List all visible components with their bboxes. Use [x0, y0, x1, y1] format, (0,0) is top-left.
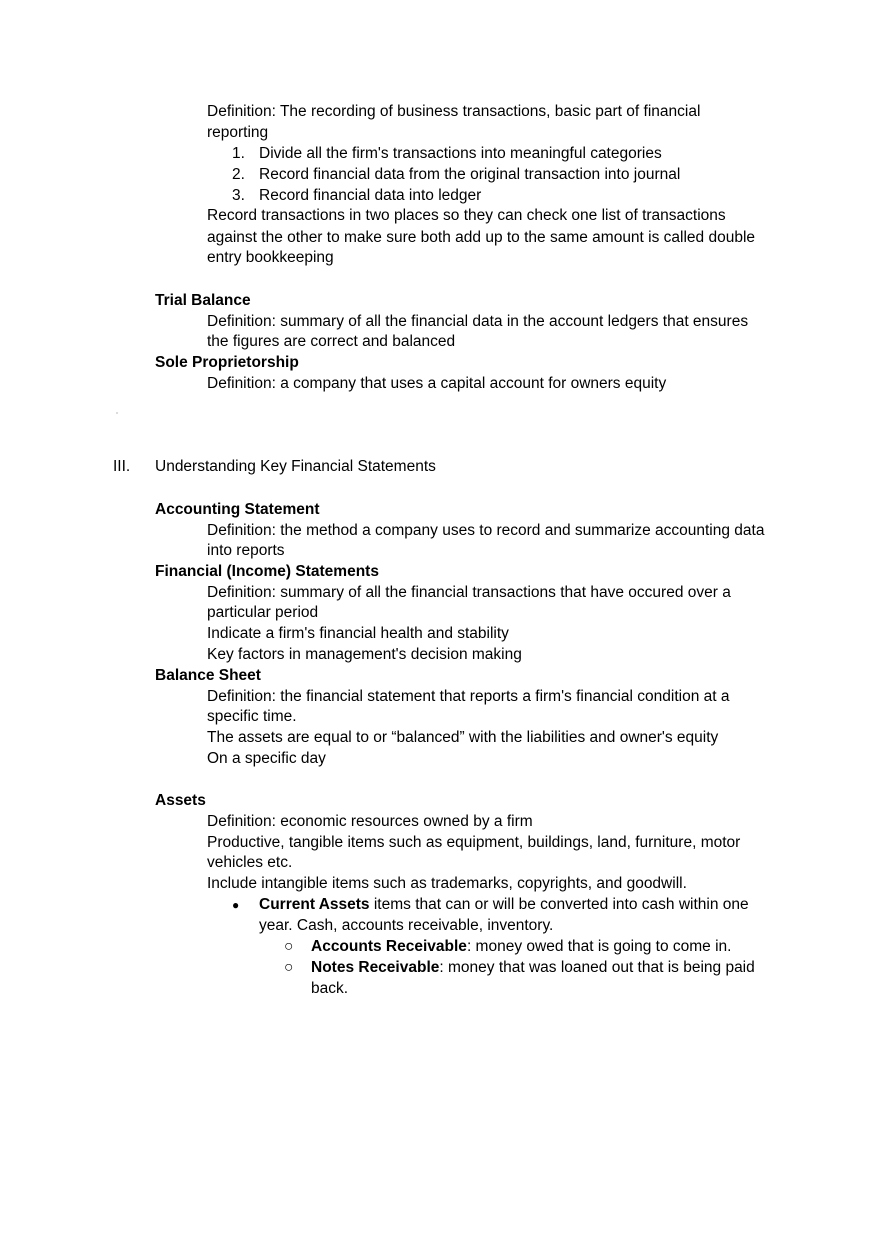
step-text: Record financial data into ledger: [259, 187, 482, 204]
current-assets-term: Current Assets: [259, 896, 370, 913]
accounting-statement-line2: into reports: [207, 542, 285, 559]
bookkeeping-definition-line1: Definition: The recording of business transactions, basic part of financial: [207, 103, 701, 120]
accounting-statement-line1: Definition: the method a company uses to record and summarize accounting data: [207, 522, 765, 539]
financial-statements-line1: Definition: summary of all the financial transactions that have occured over a: [207, 584, 731, 601]
step-number: 3.: [232, 187, 245, 204]
balance-sheet-line3: The assets are equal to or “balanced” with the liabilities and owner's equity: [207, 729, 719, 746]
step-number: 2.: [232, 166, 245, 183]
step-text: Divide all the firm's transactions into meaningful categories: [259, 145, 662, 162]
sub-bullet-marker: ○: [284, 959, 294, 976]
balance-sheet-line1: Definition: the financial statement that reports a firm's financial condition at a: [207, 688, 730, 705]
trial-balance-line1: Definition: summary of all the financial data in the account ledgers that ensures: [207, 313, 749, 330]
bookkeeping-definition-line2: reporting: [207, 124, 269, 141]
accounting-statement-heading: Accounting Statement: [155, 501, 320, 518]
trial-balance-heading: Trial Balance: [155, 292, 251, 309]
financial-statements-line4: Key factors in management's decision making: [207, 646, 522, 663]
accounts-receivable-term: Accounts Receivable: [311, 938, 467, 955]
current-assets-line2: year. Cash, accounts receivable, inventory.: [259, 917, 554, 934]
assets-heading: Assets: [155, 792, 206, 809]
step-number: 1.: [232, 145, 245, 162]
current-assets-desc: items that can or will be converted into cash within one: [369, 896, 749, 913]
bullet-marker: ●: [232, 898, 240, 912]
accounts-receivable-text: [311, 937, 731, 958]
notes-receivable-desc: : money that was loaned out that is being paid: [439, 959, 755, 976]
double-entry-line3: entry bookkeeping: [207, 249, 334, 266]
sole-proprietorship-heading: Sole Proprietorship: [155, 354, 299, 371]
stray-mark: [116, 412, 118, 414]
balance-sheet-line2: specific time.: [207, 708, 297, 725]
financial-statements-line3: Indicate a firm's financial health and stability: [207, 625, 509, 642]
assets-line2: Productive, tangible items such as equipment, buildings, land, furniture, motor: [207, 834, 741, 851]
double-entry-line2: against the other to make sure both add up to the same amount is called double: [207, 229, 756, 246]
step-text: Record financial data from the original transaction into journal: [259, 166, 681, 183]
assets-line1: Definition: economic resources owned by a firm: [207, 813, 533, 830]
current-assets-text: [259, 895, 749, 916]
assets-line3: vehicles etc.: [207, 854, 293, 871]
section-title: Understanding Key Financial Statements: [155, 458, 436, 475]
notes-receivable-line2: back.: [311, 980, 349, 997]
sole-proprietorship-line1: Definition: a company that uses a capital account for owners equity: [207, 375, 667, 392]
assets-line4: Include intangible items such as trademarks, copyrights, and goodwill.: [207, 875, 687, 892]
section-numeral: III.: [113, 458, 131, 475]
notes-receivable-term: Notes Receivable: [311, 959, 440, 976]
double-entry-line1: Record transactions in two places so they can check one list of transactions: [207, 207, 726, 224]
balance-sheet-heading: Balance Sheet: [155, 667, 261, 684]
financial-statements-heading: Financial (Income) Statements: [155, 563, 379, 580]
notes-receivable-text: [311, 958, 755, 979]
trial-balance-line2: the figures are correct and balanced: [207, 333, 456, 350]
balance-sheet-line4: On a specific day: [207, 750, 326, 767]
accounts-receivable-desc: : money owed that is going to come in.: [466, 938, 732, 955]
sub-bullet-marker: ○: [284, 938, 294, 955]
financial-statements-line2: particular period: [207, 604, 319, 621]
